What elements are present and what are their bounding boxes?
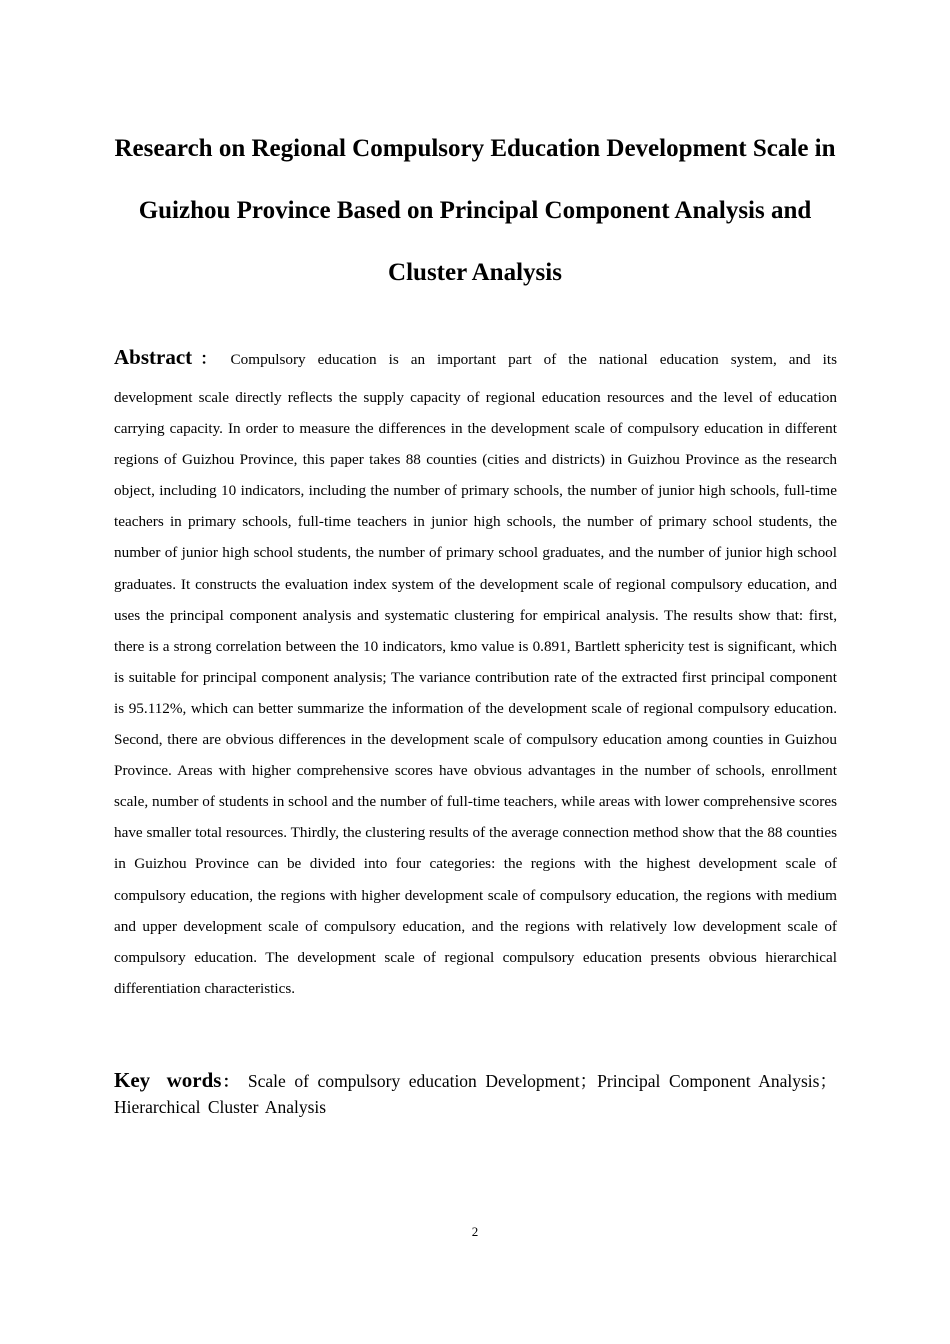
abstract-separator: ：: [192, 351, 225, 368]
abstract-text-start: Compulsory education is an important part of the national education system, and its: [230, 351, 837, 368]
page-number: 2: [471, 1224, 479, 1239]
keywords-text: Scale of compulsory education Development；Principal Component Analysis；Hierarchical Cluster Analysis: [114, 1071, 837, 1117]
keywords-label: Key words: [114, 1068, 222, 1092]
keywords-section: [114, 1068, 837, 1119]
abstract-section: [114, 335, 837, 1004]
paper-title: Research on Regional Compulsory Education Development Scale in Guizhou Province Based on Principal Component Analysis and Cluster Analysis: [114, 135, 836, 286]
abstract-first-line: [114, 335, 837, 382]
abstract-label: Abstract: [114, 345, 193, 369]
keywords-separator: ：: [221, 1074, 240, 1091]
abstract-text: development scale directly reflects the supply capacity of regional education resources and the level of education carrying capacity. In order to measure the differences in the development scale of compulsory education in different regions of Guizhou Province, this paper takes 88 counties (cities and districts) in Guizhou Province as the research object, including 10 indicators, including the number of primary schools, the number of junior high schools, full-time teachers in primary schools, full-time teachers in junior high schools, the number of primary school students, the number of junior high school students, the number of primary school graduates, and the number of junior high school graduates. It constructs the evaluation index system of the development scale of regional compulsory education, and uses the principal component analysis and systematic clustering for empirical analysis. The results show that: first, there is a strong correlation between the 10 indicators, kmo value is 0.891, Bartlett sphericity test is significant, which is suitable for principal component analysis; The variance contribution rate of the extracted first principal component is 95.112%, which can better summarize the information of the development scale of regional compulsory education. Second, there are obvious differences in the development scale of compulsory education among counties in Guizhou Province. Areas with higher comprehensive scores have obvious advantages in the number of schools, enrollment scale, number of students in school and the number of full-time teachers, while areas with lower comprehensive scores have smaller total resources. Thirdly, the clustering results of the average connection method show that the 88 counties in Guizhou Province can be divided into four categories: the regions with the highest development scale of compulsory education, the regions with higher development scale of compulsory education, the regions with medium and upper development scale of compulsory education, and the regions with relatively low development scale of compulsory education. The development scale of regional compulsory education presents obvious hierarchical differentiation characteristics.: [114, 389, 837, 997]
